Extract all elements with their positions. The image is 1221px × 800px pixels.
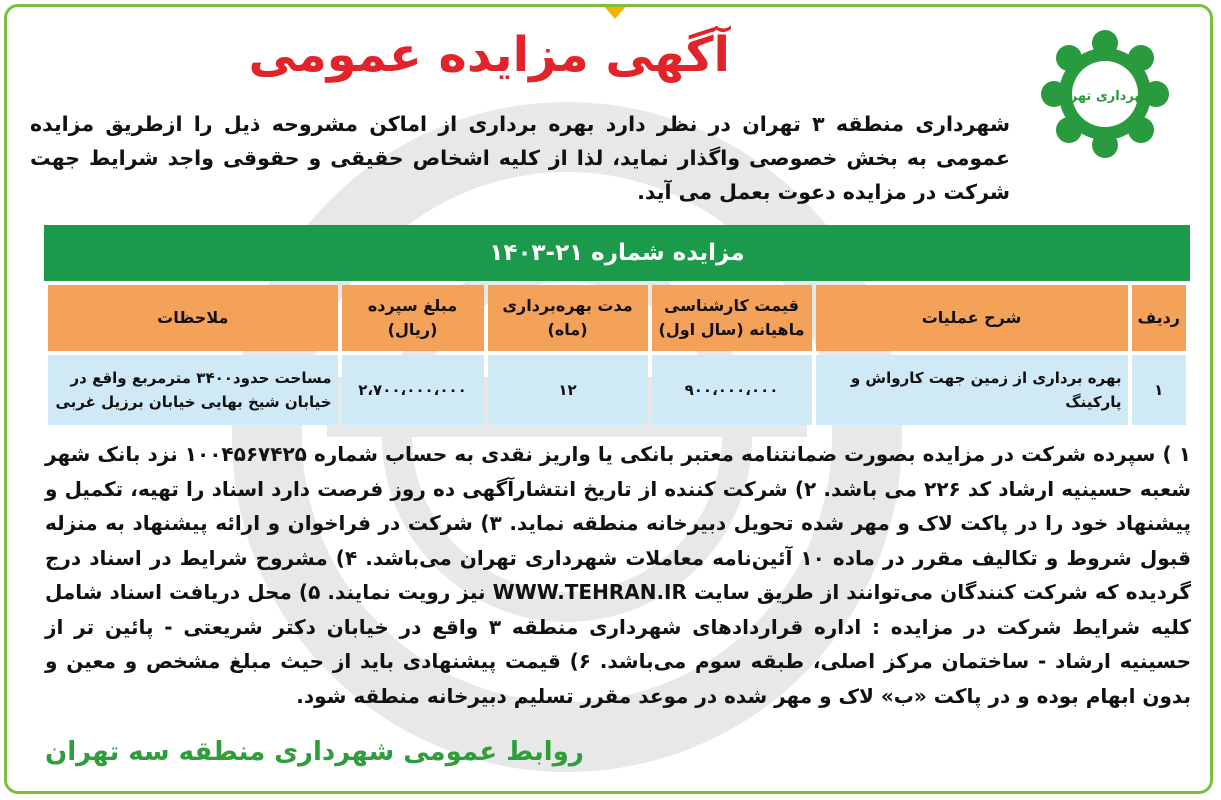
cell-operation: بهره برداری از زمین جهت کارواش و پارکینگ	[816, 355, 1128, 425]
auction-table	[44, 281, 1190, 429]
header-deposit: مبلغ سپرده (ریال)	[342, 285, 484, 351]
cell-expert-price: ۹۰۰،۰۰۰،۰۰۰	[652, 355, 812, 425]
public-relations-signature: روابط عمومی شهرداری منطقه سه تهران	[45, 737, 584, 767]
conditions-paragraph: ۱ ) سپرده شرکت در مزایده بصورت ضمانتنامه معتبر بانکی یا واریز نقدی به حساب شماره ۱۰۰۴۵۶۷۴۲۵ نزد بانک شهر شعبه حسینیه ارشاد کد ۲۲۶ می باشد. ۲) شرکت کننده از تاریخ انتشارآگهی ده روز فرصت دارد اسناد را تهیه، تکمیل و پیشنهاد خود را در پاکت لاک و مهر شده تحویل دبیرخانه منطقه نماید. ۳) شرکت در فراخوان و ارائه پیشنهاد به منزله قبول شروط و تکالیف مقرر در ماده ۱۰ آئین‌نامه معاملات شهرداری تهران می‌باشد. ۴) مشروح شرایط در اسناد درج گردیده که شرکت کنندگان می‌توانند از طریق سایت WWW.TEHRAN.IR نیز رویت نمایند. ۵) محل دریافت اسناد شامل کلیه شرایط شرکت در مزایده : اداره قراردادهای شهرداری منطقه ۳ واقع در خیابان دکتر شریعتی - پائین تر از حسینیه ارشاد - ساختمان مرکز اصلی، طبقه سوم می‌باشد. ۶) قیمت پیشنهادی باید از حیث مبلغ مشخص و معین و بدون ابهام بوده و در پاکت «ب» لاک و مهر شده در موعد مقرر تسلیم دبیرخانه منطقه شود.	[45, 442, 1191, 708]
intro-text: در نظر دارد بهره برداری از اماکن مشروحه ذیل را ازطریق مزایده عمومی به بخش خصوصی واگذار نماید، لذا از کلیه اشخاص حقیقی و حقوقی واجد شرایط جهت شرکت در مزایده دعوت بعمل می آید.	[30, 112, 1010, 204]
top-notch-marker	[603, 5, 627, 19]
cell-deposit: ۲،۷۰۰،۰۰۰،۰۰۰	[342, 355, 484, 425]
auction-table-section	[44, 225, 1190, 429]
intro-org: شهرداری منطقه ۳ تهران	[742, 112, 1010, 136]
logo-lettering: شهرداری تهران	[1054, 89, 1156, 104]
header-operation: شرح عملیات	[816, 285, 1128, 351]
cell-notes: مساحت حدود۳۴۰۰ مترمربع واقع در خیابان شیخ بهایی خیابان برزیل غربی	[48, 355, 338, 425]
ad-frame	[4, 4, 1213, 794]
header-row-number: ردیف	[1132, 285, 1186, 351]
header-expert-price: قیمت کارشناسی ماهیانه (سال اول)	[652, 285, 812, 351]
header-duration: مدت بهره‌برداری (ماه)	[488, 285, 648, 351]
header-notes: ملاحظات	[48, 285, 338, 351]
tehran-municipality-logo	[1040, 29, 1170, 159]
auction-number-title: مزایده شماره ۲۱-۱۴۰۳	[44, 225, 1190, 281]
table-row	[48, 355, 1186, 425]
table-header-row	[48, 285, 1186, 351]
cell-row-number: ۱	[1132, 355, 1186, 425]
intro-paragraph	[30, 107, 1010, 209]
ad-headline: آگهی مزایده عمومی	[248, 27, 730, 83]
cell-duration: ۱۲	[488, 355, 648, 425]
